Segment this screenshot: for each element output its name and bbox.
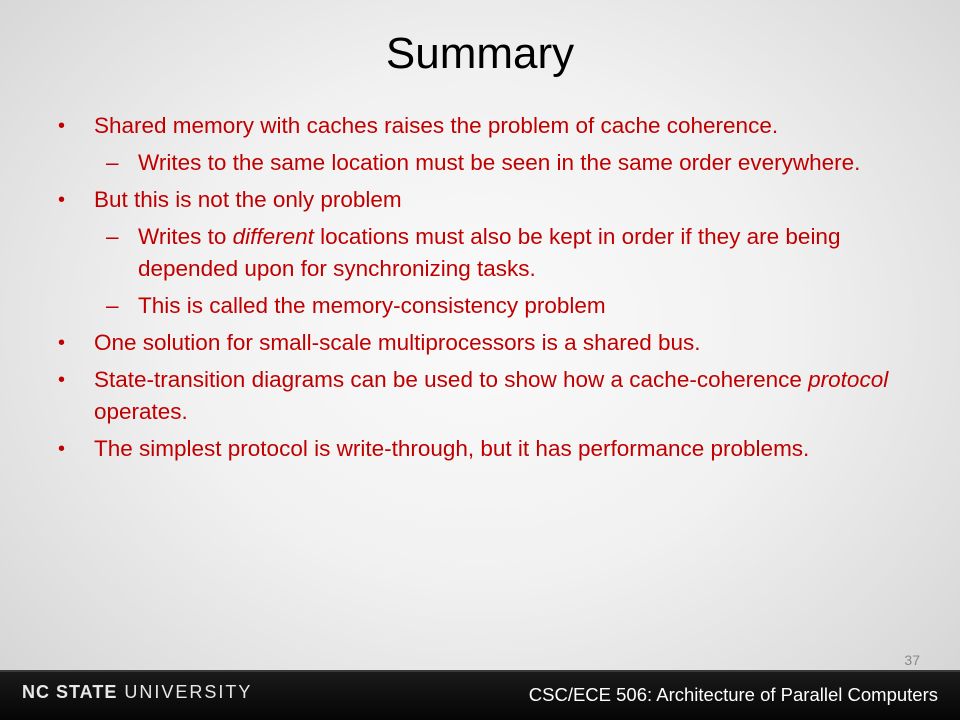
- bullet-text: [94, 433, 918, 465]
- dash-marker: –: [106, 293, 119, 318]
- bullet-list: [58, 110, 918, 470]
- university-logo: [22, 682, 252, 703]
- bullet-marker: •: [58, 369, 66, 391]
- text-run: operates.: [94, 399, 188, 424]
- slide-title: Summary: [385, 29, 575, 78]
- text-run: locations must also be kept in order if they are being depended upon for synchronizing tasks.: [138, 224, 841, 281]
- text-run: Writes to the same location must be seen in the same order everywhere.: [138, 150, 861, 175]
- text-run: Shared memory with caches raises the problem of cache coherence.: [94, 113, 779, 138]
- bullet-text: [94, 364, 918, 428]
- course-title: CSC/ECE 506: Architecture of Parallel Computers: [528, 684, 938, 705]
- dash-marker: –: [106, 224, 119, 249]
- bullet-text: [94, 327, 918, 359]
- sub-bullet-item: [58, 290, 918, 322]
- text-run: But this is not the only problem: [94, 187, 402, 212]
- text-run: State-transition diagrams can be used to show how a cache-coherence: [94, 367, 809, 392]
- bullet-text: [138, 290, 918, 322]
- sub-bullet-item: [58, 147, 918, 179]
- bullet-marker: •: [58, 332, 66, 354]
- logo-thin-text: UNIVERSITY: [117, 682, 253, 702]
- page-number: 37: [904, 652, 920, 668]
- emphasized-text: protocol: [808, 367, 889, 392]
- bullet-marker: •: [58, 438, 66, 460]
- bullet-item: [58, 327, 918, 359]
- emphasized-text: different: [232, 224, 314, 249]
- footer-bar: [0, 670, 960, 720]
- dash-marker: –: [106, 150, 119, 175]
- sub-bullet-item: [58, 221, 918, 285]
- bullet-item: [58, 433, 918, 465]
- bullet-text: [94, 110, 918, 142]
- bullet-text: [94, 184, 918, 216]
- bullet-text: [138, 221, 918, 285]
- bullet-marker: •: [58, 189, 66, 211]
- bullet-item: [58, 110, 918, 142]
- bullet-text: [138, 147, 918, 179]
- text-run: The simplest protocol is write-through, but it has performance problems.: [94, 436, 810, 461]
- text-run: Writes to: [138, 224, 233, 249]
- logo-bold-text: NC STATE: [22, 682, 118, 702]
- bullet-item: [58, 364, 918, 428]
- bullet-item: [58, 184, 918, 216]
- text-run: This is called the memory-consistency problem: [138, 293, 606, 318]
- bullet-marker: •: [58, 115, 66, 137]
- text-run: One solution for small-scale multiprocessors is a shared bus.: [94, 330, 701, 355]
